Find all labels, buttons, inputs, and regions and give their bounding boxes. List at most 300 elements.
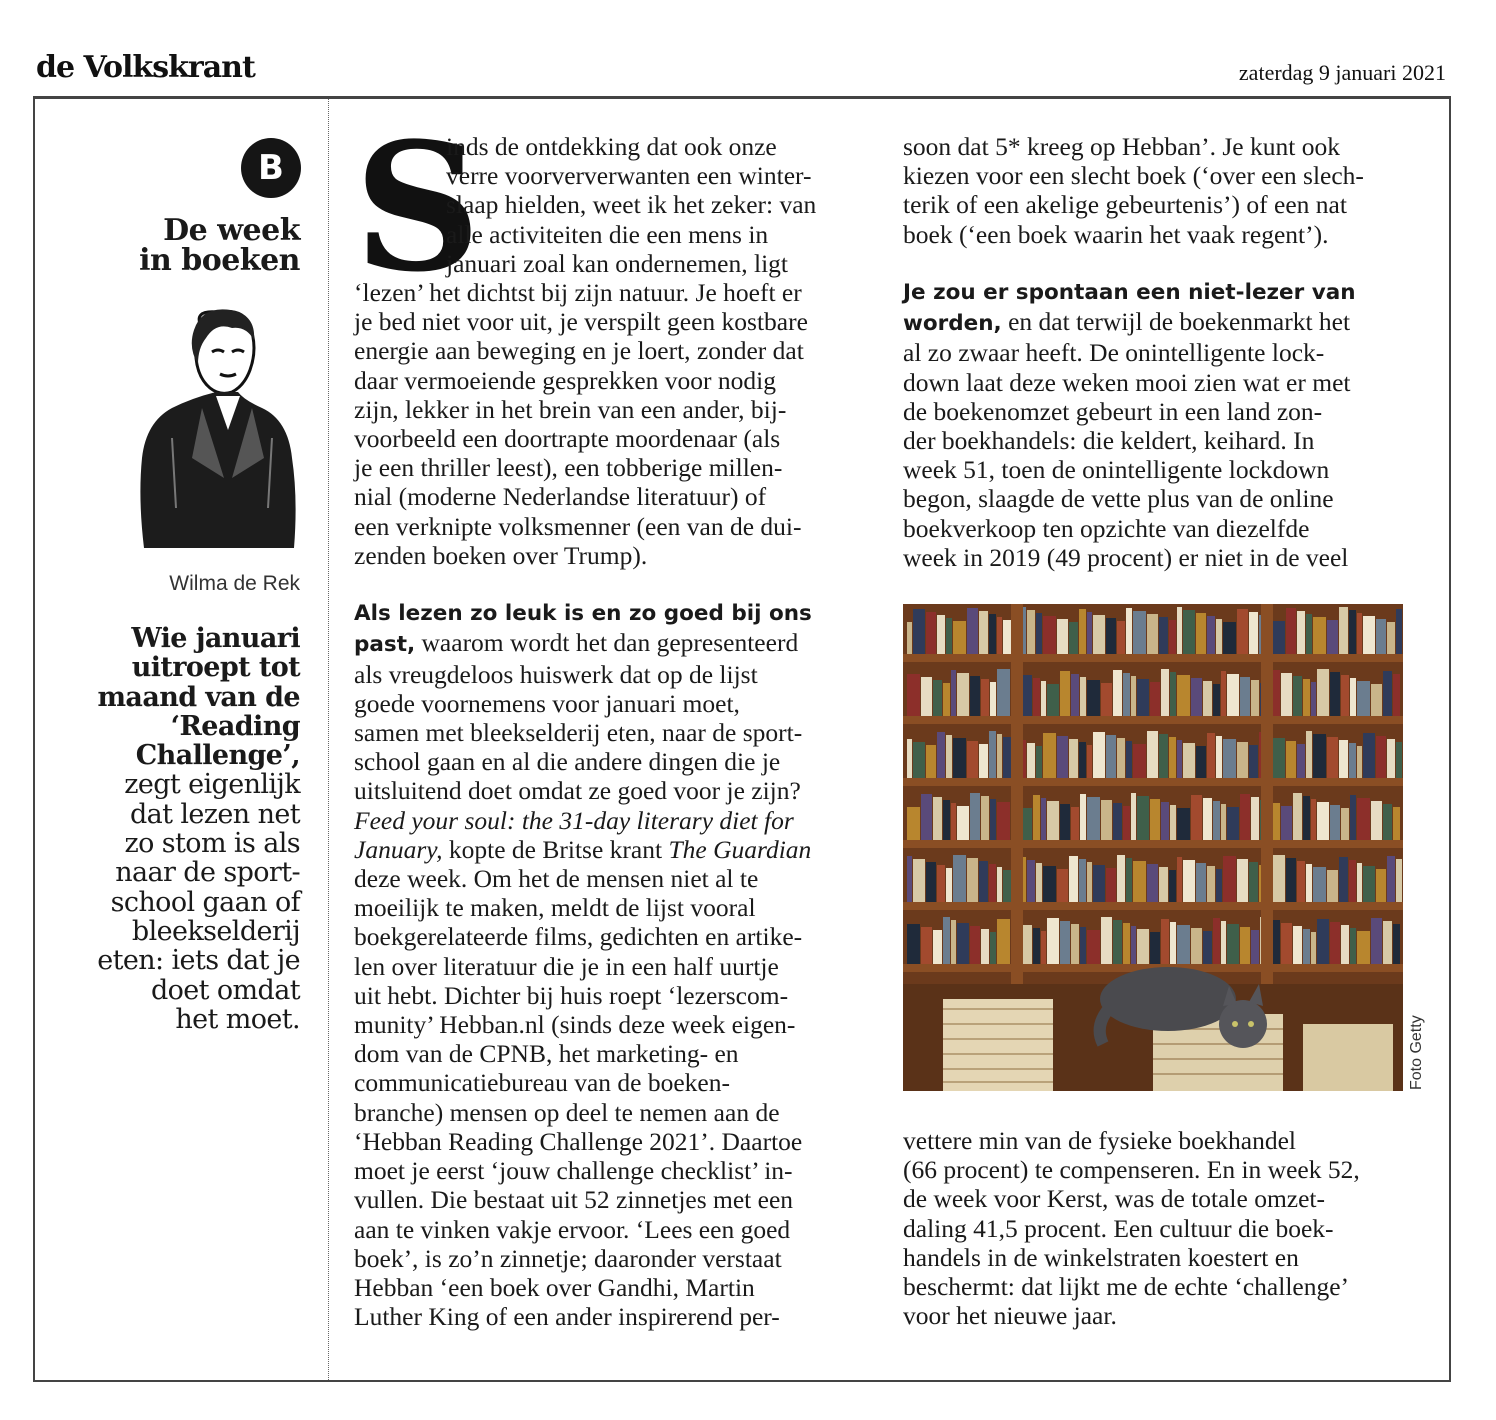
book-spine: [1306, 614, 1312, 654]
book-spine: [1396, 742, 1402, 778]
book-spine: [1177, 808, 1190, 840]
book-spine: [1177, 857, 1182, 902]
book-spine: [907, 807, 920, 840]
book-spine: [1027, 743, 1035, 778]
subheading-line: Als lezen zo leuk is en zo goed bij ons: [354, 601, 812, 627]
book-spine: [1087, 797, 1100, 840]
book-spine: [1159, 617, 1168, 654]
book-spine: [1293, 676, 1302, 716]
shelf-board: [903, 654, 1403, 662]
pull-quote-line: dat lezen net: [129, 798, 300, 830]
book-spine: [1041, 798, 1046, 840]
book-spine: [1079, 609, 1086, 654]
book-spine: [1363, 616, 1375, 654]
text-line: boek (‘een boek waarin het vaak regent’).: [903, 219, 1329, 249]
article-column-1: [354, 104, 854, 1332]
book-spine: [1126, 608, 1132, 654]
book-spine: [1286, 741, 1296, 778]
book-spine: [1297, 861, 1305, 902]
book-spine: [1147, 731, 1158, 778]
book-spine: [1036, 613, 1042, 654]
book-spine: [1161, 669, 1169, 716]
book-spine: [1101, 683, 1112, 716]
book-spine: [1207, 866, 1215, 902]
book-spine: [913, 609, 925, 654]
book-spine: [1330, 922, 1340, 964]
book-spine: [1327, 737, 1338, 778]
book-spine: [1177, 925, 1190, 964]
text-line: je bed niet voor uit, je verspilt geen kostbare: [354, 307, 808, 337]
section-badge: B: [241, 138, 301, 198]
book-spine: [1223, 739, 1236, 778]
book-spine: [1183, 860, 1195, 902]
book-spine: [1033, 928, 1040, 964]
book-spine: [1191, 678, 1202, 716]
book-spine: [1106, 735, 1116, 778]
text-line: je een thriller leest), een tobberige millen-: [354, 453, 783, 483]
book-spine: [1041, 931, 1046, 964]
book-spine: [1363, 866, 1375, 902]
book-spine: [1311, 799, 1316, 840]
book-spine: [1383, 671, 1392, 716]
text-line: goede voornemens voor januari moet,: [354, 688, 740, 718]
book-spine: [1393, 807, 1400, 840]
book-spine: [1060, 921, 1070, 964]
book-spine: [1281, 806, 1292, 840]
book-spine: [1047, 918, 1059, 964]
book-spine: [1286, 608, 1296, 654]
book-spine: [1317, 669, 1329, 716]
book-spine: [946, 868, 952, 902]
book-spine: [1169, 620, 1176, 654]
book-spine: [1117, 621, 1125, 654]
book-spine: [1383, 804, 1392, 840]
text-line: inds de ontdekking dat ook onze: [446, 132, 777, 161]
paragraph-gap: [354, 570, 854, 599]
book-spine: [1093, 865, 1105, 902]
text-line: boekgerelateerde films, gedichten en artike-: [354, 922, 803, 952]
shelf-board: [903, 778, 1403, 786]
book-spine: [990, 932, 996, 964]
book-spine: [1313, 734, 1326, 778]
book-spine: [1203, 681, 1212, 716]
book-spine: [1161, 802, 1169, 840]
book-spine: [1393, 674, 1400, 716]
book-spine: [981, 679, 989, 716]
book-spine: [1376, 736, 1386, 778]
book-spine: [933, 680, 942, 716]
book-spine: [1240, 677, 1250, 716]
book-spine: [1043, 616, 1056, 654]
pull-quote-line: naar de sport-: [115, 857, 300, 889]
book-spine: [1273, 621, 1285, 654]
book-spine: [1117, 738, 1125, 778]
book-spine: [1313, 617, 1326, 654]
text-line: alle activiteiten die een mens in: [446, 219, 769, 249]
text-line: deze week. Om het de mensen niet al te: [354, 864, 759, 894]
book-spine: [1071, 924, 1079, 964]
book-spine: [937, 865, 945, 902]
text-line: zijn, lekker in het brein van een ander, bij-: [354, 394, 787, 424]
rubric-title: [139, 213, 300, 278]
text-line: januari zoal kan ondernemen, ligt: [446, 248, 788, 278]
book-spine: [1341, 675, 1349, 716]
book-spine: [1087, 862, 1092, 902]
book-spine: [970, 676, 980, 716]
book-spine: [1240, 927, 1250, 964]
pull-quote-line: maand van de: [97, 681, 300, 713]
book-spine: [951, 920, 956, 964]
book-spine: [1071, 674, 1079, 716]
book-spine: [1330, 805, 1340, 840]
book-spine: [1273, 738, 1285, 778]
book-spine: [1161, 919, 1169, 964]
text-line: vettere min van de fysieke boekhandel: [903, 1126, 1296, 1155]
book-spine: [1251, 797, 1259, 840]
book-spine: [1237, 742, 1248, 778]
pull-quote-line: Wie januari: [131, 623, 300, 654]
book-spine: [1227, 924, 1239, 964]
book-spine: [1177, 675, 1190, 716]
book-spine: [1327, 620, 1338, 654]
book-spine: [967, 858, 978, 902]
book-spine: [907, 674, 920, 716]
book-spine: [1150, 799, 1160, 840]
book-spine: [1113, 920, 1122, 964]
book-spine: [1327, 870, 1338, 902]
book-spine: [1191, 795, 1202, 840]
book-spine: [990, 799, 996, 840]
intro-paragraph: [446, 132, 854, 278]
book-spine: [979, 744, 988, 778]
book-spine: [1317, 802, 1329, 840]
book-spine: [1396, 609, 1402, 654]
book-spine: [1087, 612, 1092, 654]
book-spine: [1213, 801, 1220, 840]
book-spine: [937, 615, 945, 654]
book-spine: [1223, 622, 1236, 654]
book-spine: [997, 669, 1010, 716]
book-spine: [1376, 619, 1386, 654]
book-spine: [1216, 619, 1222, 654]
book-spine: [1023, 675, 1032, 716]
book-spine: [1047, 684, 1059, 716]
book-spine: [1393, 924, 1400, 964]
book-spine: [1036, 863, 1042, 902]
book-spine: [1027, 860, 1035, 902]
text-line: moet je eerst ‘jouw challenge checklist’ in-: [354, 1156, 793, 1186]
bookshelf-photo: [903, 604, 1403, 1091]
book-spine: [1159, 867, 1168, 902]
book-spine: [1080, 927, 1086, 964]
book-spine: [979, 611, 988, 654]
book-spine: [1237, 609, 1248, 654]
book-spine: [951, 803, 956, 840]
text-line: week in 2019 (49 procent) er niet in de veel: [903, 542, 1349, 572]
book-spine: [1306, 731, 1312, 778]
book-spine: [953, 855, 966, 902]
book-spine: [1221, 804, 1226, 840]
book-spine: [1357, 798, 1370, 840]
article-column-2: [903, 132, 1403, 572]
text-line: al zo zwaar heeft. De onintelligente lock-: [903, 338, 1325, 368]
book-spine: [1057, 869, 1068, 902]
book-spine: [926, 745, 936, 778]
book-spine: [1349, 610, 1356, 654]
text-line: slaap hielden, weet ik het zeker: van: [446, 190, 817, 220]
book-spine: [1060, 671, 1070, 716]
book-spine: [1207, 733, 1215, 778]
book-spine: [1237, 859, 1248, 902]
book-spine: [1043, 733, 1056, 778]
text-line: de week voor Kerst, was de totale omzet-: [903, 1184, 1326, 1214]
book-spine: [913, 859, 925, 902]
book-spine: [957, 923, 969, 964]
book-spine: [1357, 613, 1362, 654]
book-spine: [1207, 616, 1215, 654]
masthead-logo: de Volkskrant: [36, 50, 255, 85]
author-portrait: [132, 308, 308, 554]
book-spine: [907, 856, 912, 902]
author-name: Wilma de Rek: [169, 572, 300, 595]
book-spine: [1147, 864, 1158, 902]
shelf-board: [903, 716, 1403, 724]
text-line: voor het nieuwe jaar.: [903, 1301, 1117, 1331]
book-spine: [1033, 795, 1040, 840]
book-spine: [1371, 801, 1382, 840]
text-line: aan te vinken vakje ervoor. ‘Lees een goed: [354, 1214, 791, 1244]
book-spine: [1123, 806, 1130, 840]
book-spine: [946, 735, 952, 778]
book-spine: [1303, 929, 1310, 964]
book-spine: [989, 614, 996, 654]
text-line: uit hebt. Dichter bij huis roept ‘lezerscom-: [354, 980, 789, 1010]
book-spine: [1249, 745, 1258, 778]
book-spine: [1087, 930, 1100, 964]
book-spine: [1293, 793, 1302, 840]
book-spine: [1170, 805, 1176, 840]
book-spine: [937, 732, 945, 778]
book-spine: [1150, 682, 1160, 716]
book-spine: [957, 673, 969, 716]
text-line: dom van de CPNB, het marketing- en: [354, 1039, 739, 1069]
book-spine: [1350, 678, 1356, 716]
text-line: en dat terwijl de boekenmarkt het: [1001, 307, 1351, 337]
book-spine: [997, 867, 1002, 902]
book-spine: [1313, 867, 1326, 902]
book-spine: [1339, 607, 1348, 654]
publication-date: zaterdag 9 januari 2021: [1238, 60, 1446, 85]
text-line: verre voorververwanten een winter-: [446, 161, 812, 191]
book-spine: [1087, 745, 1092, 778]
book-spine: [997, 919, 1010, 964]
text-line: soon dat 5* kreeg op Hebban’. Je kunt ook: [903, 132, 1340, 161]
book-spine: [1341, 925, 1349, 964]
book-spine: [1137, 929, 1149, 964]
book-spine: [1213, 918, 1220, 964]
text-line: terik of een akelige gebeurtenis’) of een nat: [903, 190, 1347, 220]
book-spine: [997, 734, 1002, 778]
text-line: beschermt: dat lijkt me de echte ‘challenge’: [903, 1272, 1350, 1302]
book-spine: [921, 677, 932, 716]
book-spine: [1303, 796, 1310, 840]
book-spine: [1213, 684, 1220, 716]
text-line: begon, slaagde de vette plus van de online: [903, 484, 1334, 514]
book-spine: [1036, 746, 1042, 778]
text-line: week 51, toen de onintelligente lockdown: [903, 455, 1330, 485]
book-spine: [1069, 622, 1078, 654]
text-line: daling 41,5 procent. Een cultuur die boek-: [903, 1213, 1334, 1243]
text-line: ‘Hebban Reading Challenge 2021’. Daartoe: [354, 1126, 803, 1156]
book-spine: [1093, 615, 1105, 654]
text-line: samen met bleekselderij eten, naar de sport-: [354, 718, 803, 748]
book-spine: [1159, 734, 1168, 778]
book-spine: [1251, 930, 1259, 964]
italic-title: Feed your soul: the 31-day literary diet for: [354, 805, 794, 835]
article-column-2-continued: [903, 1126, 1403, 1330]
italic-title: The Guardian: [668, 834, 812, 864]
book-spine: [1183, 743, 1195, 778]
book-spine: [1240, 794, 1250, 840]
book-spine: [1113, 670, 1122, 716]
text-line: kopte de Britse krant: [442, 834, 669, 864]
book-spine: [1106, 618, 1116, 654]
book-spine: [1221, 671, 1226, 716]
text-line: down laat deze weken mooi zien wat er met: [903, 367, 1351, 397]
text-line: daar vermoeiende gesprekken voor nodig: [354, 365, 777, 395]
book-spine: [1169, 737, 1176, 778]
book-spine: [1023, 925, 1032, 964]
book-spine: [979, 861, 988, 902]
book-spine: [1147, 614, 1158, 654]
rubric-line: De week: [163, 213, 300, 248]
book-spine: [1080, 794, 1086, 840]
text-line: kiezen voor een slecht boek (‘over een slech-: [903, 161, 1364, 191]
subheading-line: past,: [354, 632, 416, 658]
text-line: zenden boeken over Trump).: [354, 540, 648, 570]
pull-quote-line: eten: iets dat je: [97, 945, 300, 977]
book-spine: [1281, 673, 1292, 716]
book-spine: [1191, 928, 1202, 964]
text-line: (66 procent) te compenseren. En in week 52,: [903, 1155, 1360, 1185]
drop-cap: S: [354, 104, 482, 311]
book-spine: [1227, 674, 1239, 716]
book-spine: [1349, 860, 1356, 902]
pull-quote-line: uitroept tot: [131, 652, 300, 684]
book-spine: [1177, 607, 1182, 654]
text-line: Luther King of een ander inspirerend per-: [354, 1302, 780, 1332]
book-spine: [1106, 868, 1116, 902]
book-spine: [907, 622, 912, 654]
book-spine: [921, 794, 932, 840]
text-line: als vreugdeloos huiswerk dat op de lijst: [354, 659, 758, 689]
book-spine: [1043, 866, 1056, 902]
book-spine: [933, 930, 942, 964]
pull-quote-line: zegt eigenlijk: [124, 769, 300, 801]
book-spine: [1349, 743, 1356, 778]
book-spine: [1341, 808, 1349, 840]
book-spine: [989, 731, 996, 778]
book-spine: [1311, 682, 1316, 716]
book-spine: [951, 670, 956, 716]
pull-quote-line: zo stom is als: [124, 828, 300, 860]
text-line: der boekhandels: die keldert, keihard. In: [903, 426, 1315, 456]
book-spine: [997, 617, 1002, 654]
book-spine: [1281, 923, 1292, 964]
book-spine: [1133, 611, 1146, 654]
book-spine: [926, 612, 936, 654]
book-spine: [981, 796, 989, 840]
book-spine: [1196, 613, 1206, 654]
book-spine: [1203, 798, 1212, 840]
paragraph-gap: [903, 249, 1403, 278]
book-spine: [1363, 733, 1375, 778]
book-spine: [1183, 610, 1195, 654]
book-spine: [1117, 855, 1125, 902]
book-spine: [997, 802, 1010, 840]
pull-quote-line: Challenge’,: [135, 740, 300, 772]
book-spine: [970, 793, 980, 840]
book-spine: [1133, 861, 1146, 902]
book-spine: [1303, 679, 1310, 716]
book-spine: [967, 608, 978, 654]
text-line: ‘lezen’ het dichtst bij zijn natuur. Je hoeft er: [354, 278, 802, 308]
book-spine: [1137, 679, 1149, 716]
book-spine: [1087, 680, 1100, 716]
book-spine: [1387, 622, 1395, 654]
text-line: communicatiebureau van de boeken-: [354, 1068, 730, 1098]
italic-title: January,: [354, 834, 443, 864]
subheading-line: worden,: [903, 311, 1002, 337]
pull-quote-line: ‘Reading: [170, 710, 300, 742]
book-spine: [1249, 612, 1258, 654]
book-spine: [1350, 928, 1356, 964]
book-spine: [1396, 859, 1402, 902]
book-spine: [1357, 931, 1370, 964]
book-spine: [1350, 795, 1356, 840]
book-spine: [1317, 919, 1329, 964]
text-line: voorbeeld een doortrapte moordenaar (als: [354, 424, 781, 454]
text-line: boekverkoop ten opzichte van diezelfde: [903, 513, 1310, 543]
book-spine: [1101, 917, 1112, 964]
text-line: len over literatuur die je in een half uurtje: [354, 951, 779, 981]
book-spine: [1137, 796, 1149, 840]
shelf-board: [903, 902, 1403, 910]
book-spine: [946, 618, 952, 654]
book-spine: [1286, 858, 1296, 902]
book-spine: [1339, 857, 1348, 902]
book-spine: [907, 924, 920, 964]
book-spine: [943, 800, 950, 840]
book-spine: [921, 927, 932, 964]
book-spine: [1071, 807, 1079, 840]
book-spine: [1027, 610, 1035, 654]
book-spine: [1057, 619, 1068, 654]
book-spine: [953, 738, 966, 778]
book-spine: [1080, 677, 1086, 716]
text-line: vullen. Die bestaat uit 52 zinnetjes met een: [354, 1185, 794, 1215]
book-spine: [1203, 931, 1212, 964]
book-spine: [1093, 732, 1105, 778]
book-spine: [1123, 923, 1130, 964]
book-spine: [1123, 673, 1130, 716]
book-spine: [1227, 807, 1239, 840]
book-spine: [1357, 746, 1362, 778]
book-spine: [1223, 856, 1236, 902]
book-spine: [1196, 863, 1206, 902]
book-spine: [1357, 681, 1370, 716]
book-spine: [907, 739, 912, 778]
